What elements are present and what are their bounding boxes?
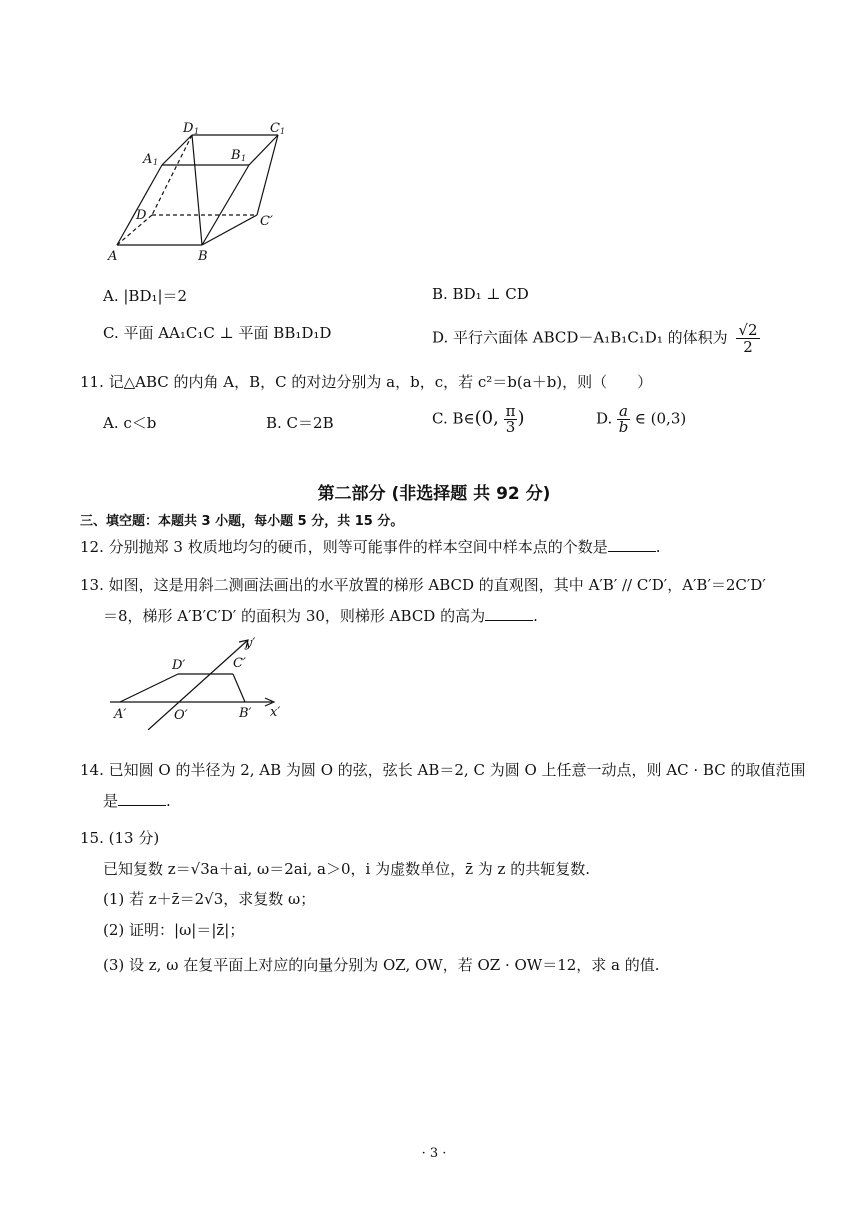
point-label-o: O′ xyxy=(174,708,188,723)
q10-option-b: B. BD₁ ⊥ CD xyxy=(432,285,529,303)
q11-option-b: B. C＝2B xyxy=(266,414,334,432)
svg-text:1: 1 xyxy=(194,127,200,136)
q15-part1: (1) 若 z＋z̄＝2√3，求复数 ω； xyxy=(103,890,316,908)
trapezoid-figure xyxy=(100,630,300,730)
vertex-label-b: B xyxy=(198,249,208,264)
point-label-c: C′ xyxy=(233,656,246,671)
q14-line2: 是 . xyxy=(103,792,171,810)
q11-option-c: C. B∈(0, $\frac{\pi}{3}$ ) xyxy=(432,402,525,436)
q11-stem: 11. 记△ABC 的内角 A，B，C 的对边分别为 a，b，c，若 c²＝b(a＋b)，则（ ） xyxy=(80,373,653,391)
q15-part2: (2) 证明：|ω|＝|z̄|； xyxy=(103,921,245,939)
vertex-label-c: C′ xyxy=(260,214,273,229)
q13-line1: 13. 如图，这是用斜二测画法画出的水平放置的梯形 ABCD 的直观图，其中 A′B′ // C′D′，A′B′＝2C′D′ xyxy=(80,576,766,594)
point-label-a: A′ xyxy=(114,707,127,722)
vertex-label-a1: A xyxy=(143,152,153,167)
vertex-label-d: D xyxy=(136,208,147,223)
q13-line2: ＝8，梯形 A′B′C′D′ 的面积为 30，则梯形 ABCD 的高为 . xyxy=(103,607,538,625)
q14-line1: 14. 已知圆 O 的半径为 2, AB 为圆 O 的弦，弦长 AB＝2, C 为圆 O 上任意一动点，则 AC · BC 的取值范围 xyxy=(80,761,806,779)
svg-text:1: 1 xyxy=(280,127,286,136)
parallelepiped-figure xyxy=(100,115,300,265)
q10-option-c: C. 平面 AA₁C₁C ⊥ 平面 BB₁D₁D xyxy=(103,324,332,342)
q12-text: 12. 分别抛郑 3 枚质地均匀的硬币，则等可能事件的样本空间中样本点的个数是 . xyxy=(80,538,661,556)
answer-blank[interactable] xyxy=(485,606,533,621)
q15-stem: 已知复数 z＝√3a＋ai, ω＝2ai, a＞0，i 为虚数单位，z̄ 为 z 的共轭复数. xyxy=(103,860,590,878)
vertex-label-a: A xyxy=(108,249,118,264)
svg-text:1: 1 xyxy=(153,158,159,167)
q11-option-a: A. c＜b xyxy=(103,414,157,432)
svg-text:1: 1 xyxy=(241,154,247,163)
q15-head: 15. (13 分) xyxy=(80,829,160,847)
vertex-label-d1: D xyxy=(183,121,194,136)
axis-label-x: x′ xyxy=(270,705,281,720)
q10-option-d: D. 平行六面体 ABCD－A₁B₁C₁D₁ 的体积为 $\frac{√2}{2}$ xyxy=(432,321,758,356)
vertex-label-c1: C xyxy=(270,121,280,136)
axis-label-y: y′ xyxy=(245,636,256,651)
q10-option-a: A. |BD₁|＝2 xyxy=(103,287,188,305)
answer-blank[interactable] xyxy=(118,791,166,806)
part-two-title: 第二部分 (非选择题 共 92 分) xyxy=(317,484,551,504)
point-label-d: D′ xyxy=(172,658,186,673)
answer-blank[interactable] xyxy=(608,537,656,552)
section-heading: 三、填空题：本题共 3 小题，每小题 5 分，共 15 分。 xyxy=(80,514,404,529)
vertex-label-b1: B xyxy=(231,148,241,163)
page-number: · 3 · xyxy=(421,1146,447,1161)
q15-part3: (3) 设 z, ω 在复平面上对应的向量分别为 OZ, OW，若 OZ · OW＝12，求 a 的值. xyxy=(103,956,660,974)
point-label-b: B′ xyxy=(239,706,252,721)
q11-option-d: D. $\frac{a}{b}$ ∈ (0,3) xyxy=(596,402,687,436)
